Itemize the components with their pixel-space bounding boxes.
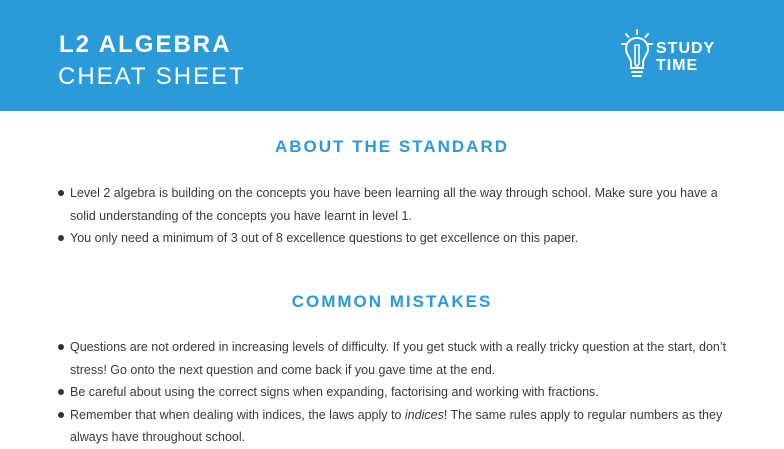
page-subtitle: CHEAT SHEET (58, 63, 246, 90)
study-time-logo (620, 28, 740, 84)
bullet-icon (58, 190, 64, 196)
header-banner (0, 0, 784, 111)
bullet-icon (58, 235, 64, 241)
list-item-text: Level 2 algebra is building on the concepts you have been learning all the way through school. Make sure you have a solid understanding of the concepts you have learnt in level 1. (70, 186, 718, 223)
list-item (58, 336, 730, 381)
bullet-icon (58, 344, 64, 350)
mistakes-list (58, 336, 730, 449)
list-item (58, 182, 730, 227)
logo-word-time: TIME (656, 57, 699, 74)
list-item-text: You only need a minimum of 3 out of 8 excellence questions to get excellence on this paper. (70, 231, 579, 245)
list-item-text: Questions are not ordered in increasing levels of difficulty. If you get stuck with a really tricky question at the start, don’t stress! Go onto the next question and come back if you gave time at the end. (70, 340, 727, 377)
about-list (58, 182, 730, 250)
page-title: L2 ALGEBRA (59, 31, 232, 58)
logo-text (656, 40, 715, 74)
list-item (58, 227, 730, 250)
bullet-icon (58, 412, 64, 418)
section-heading-mistakes: COMMON MISTAKES (291, 292, 493, 311)
section-heading-about: ABOUT THE STANDARD (274, 137, 509, 156)
bullet-icon (58, 389, 64, 395)
lightbulb-pencil-icon (620, 28, 660, 82)
list-item (58, 381, 730, 404)
list-item-text: Be careful about using the correct signs when expanding, factorising and working with fractions. (70, 385, 599, 399)
list-item-emphasis: indices (404, 407, 444, 422)
list-item (58, 404, 730, 449)
list-item-text-start: Remember that when dealing with indices, the laws apply to (70, 407, 405, 422)
list-item-text-end: ! The same rules apply to regular numbers as they always have throughout school. (70, 407, 723, 444)
logo-word-study: STUDY (656, 40, 716, 57)
